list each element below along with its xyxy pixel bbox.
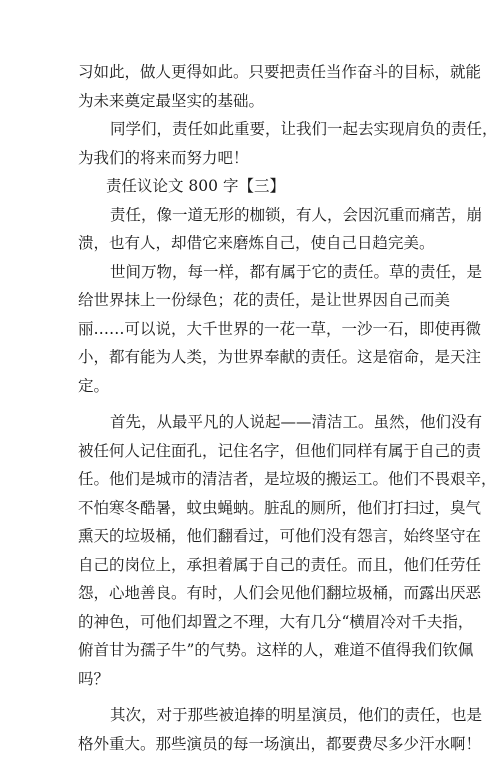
text-line: 熏天的垃圾桶，他们翻看过，可他们没有怨言，始终坚守在 — [78, 522, 434, 551]
text-line: 给世界抹上一份绿色；花的责任，是让世界因自己而美 — [78, 286, 434, 315]
text-line: 为未来奠定最坚实的基础。 — [78, 87, 434, 116]
paragraph-gap — [78, 400, 434, 408]
text-line: 为我们的将来而努力吧！ — [78, 144, 434, 173]
text-line: 吗？ — [78, 665, 434, 694]
section-heading: 责任议论文 800 字【三】 — [78, 172, 434, 201]
text-line: 责任，像一道无形的枷锁，有人，会因沉重而痛苦，崩 — [78, 201, 434, 230]
text-line: 怨，心地善良。有时，人们会见他们翻垃圾桶，而露出厌恶 — [78, 579, 434, 608]
text-line: 不怕寒冬酷暑，蚊虫蝇蚋。脏乱的厕所，他们打扫过，臭气 — [78, 494, 434, 523]
document-body — [78, 58, 434, 758]
text-line: 格外重大。那些演员的每一场演出，都要费尽多少汗水啊！ — [78, 730, 434, 758]
text-line: 定。 — [78, 372, 434, 401]
text-line: 自己的岗位上，承担着属于自己的责任。而且，他们任劳任 — [78, 551, 434, 580]
text-line: 世间万物，每一样，都有属于它的责任。草的责任，是 — [78, 258, 434, 287]
text-line: 同学们，责任如此重要，让我们一起去实现肩负的责任， — [78, 115, 434, 144]
text-line: 被任何人记住面孔，记住名字，但他们同样有属于自己的责 — [78, 437, 434, 466]
text-line: 任。他们是城市的清洁者，是垃圾的搬运工。他们不畏艰辛， — [78, 465, 434, 494]
text-line: 俯首甘为孺子牛”的气势。这样的人，难道不值得我们钦佩 — [78, 636, 434, 665]
text-line: 溃，也有人，却借它来磨炼自己，使自己日趋完美。 — [78, 229, 434, 258]
text-line: 其次，对于那些被追捧的明星演员，他们的责任，也是 — [78, 701, 434, 730]
text-line: 丽……可以说，大千世界的一花一草，一沙一石，即使再微 — [78, 315, 434, 344]
paragraph-gap — [78, 693, 434, 701]
text-line: 的神色，可他们却置之不理，大有几分“横眉冷对千夫指， — [78, 608, 434, 637]
text-line: 首先，从最平凡的人说起——清洁工。虽然，他们没有 — [78, 408, 434, 437]
text-line: 小，都有能为人类，为世界奉献的责任。这是宿命，是天注 — [78, 343, 434, 372]
text-line: 习如此，做人更得如此。只要把责任当作奋斗的目标，就能 — [78, 58, 434, 87]
